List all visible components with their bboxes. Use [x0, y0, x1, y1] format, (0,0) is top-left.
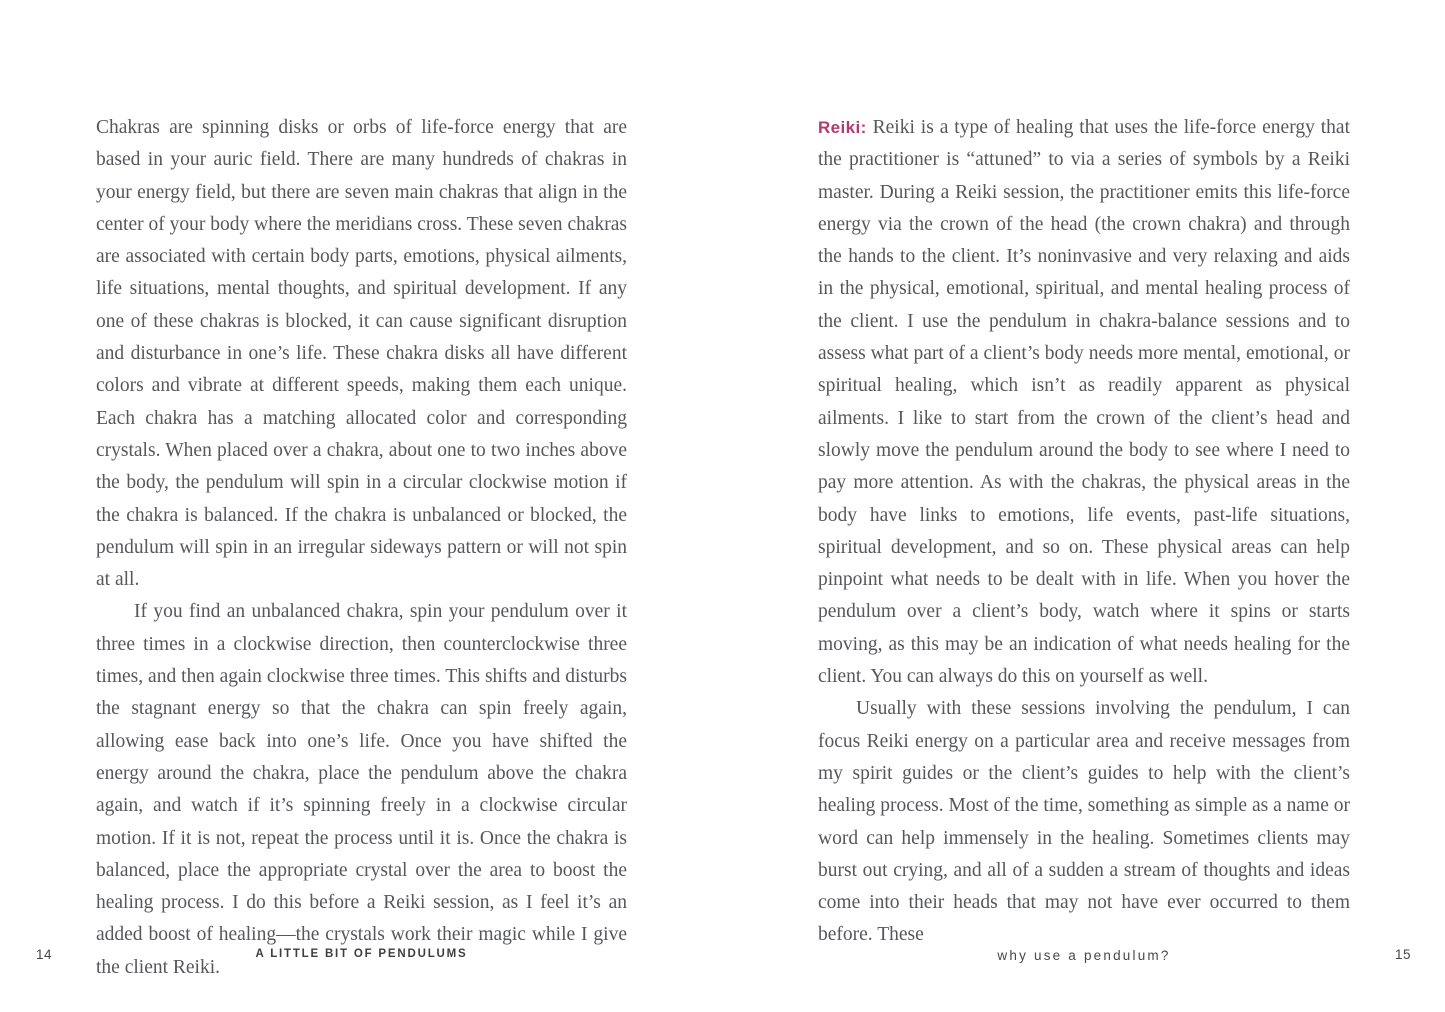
left-paragraph-2: If you find an unbalanced chakra, spin your pendulum over it three times in a clockwise direction, then counterclockwise three times, and then again clockwise three times. This shifts and disturbs the stagnant energy so that the chakra can spin freely again, allowing ease back into one’s life. Once you have shifted the energy around the chakra, place the pendulum above the chakra again, and watch if it’s spinning freely in a clockwise circular motion. If it is not, repeat the process until it is. Once the chakra is balanced, place the appropriate crystal over the area to boost the healing process. I do this before a Reiki session, as I feel it’s an added boost of healing—the crystals work their magic while I give the client Reiki. [96, 601, 627, 978]
right-running-footer: why use a pendulum? [997, 948, 1171, 963]
reiki-term-label: Reiki: [818, 118, 867, 137]
right-page-number: 15 [1394, 947, 1411, 962]
right-paragraph-1 [818, 112, 1350, 693]
left-page-number: 14 [36, 947, 53, 962]
right-paragraph-2: Usually with these sessions involving the pendulum, I can focus Reiki energy on a particular area and receive messages from my spirit guides or the client’s guides to help with the client’s healing process. Most of the time, something as simple as a name or word can help immensely in the healing. Sometimes clients may burst out crying, and all of a sudden a stream of thoughts and ideas come into their heads that may not have ever occurred to them before. These [818, 698, 1350, 946]
left-running-footer: A LITTLE BIT OF PENDULUMS [255, 948, 468, 960]
right-paragraph-1-text: Reiki is a type of healing that uses the life-force energy that the practitioner is “attuned” to via a series of symbols by a Reiki master. During a Reiki session, the practitioner emits this life-force energy via the crown of the head (the crown chakra) and through the hands to the client. It’s noninvasive and very relaxing and aids in the physical, emotional, spiritual, and mental healing process of the client. I use the pendulum in chakra-balance sessions and to assess what part of a client’s body needs more mental, emotional, or spiritual healing, which isn’t as readily apparent as physical ailments. I like to start from the crown of the client’s head and slowly move the pendulum around the body to see where I need to pay more attention. As with the chakras, the physical areas in the body have links to emotions, life events, past-life situations, spiritual development, and so on. These physical areas can help pinpoint what needs to be dealt with in life. When you hover the pendulum over a client’s body, watch where it spins or starts moving, as this may be an indication of what needs healing for the client. You can always do this on yourself as well. [818, 117, 1350, 688]
left-paragraph-1: Chakras are spinning disks or orbs of life-force energy that are based in your auric field. There are many hundreds of chakras in your energy field, but there are seven main chakras that align in the center of your body where the meridians cross. These seven chakras are associated with certain body parts, emotions, physical ailments, life situations, mental thoughts, and spiritual development. If any one of these chakras is blocked, it can cause significant disruption and disturbance in one’s life. These chakra disks all have different colors and vibrate at different speeds, making them each unique. Each chakra has a matching allocated color and corresponding crystals. When placed over a chakra, about one to two inches above the body, the pendulum will spin in a circular clockwise motion if the chakra is balanced. If the chakra is unbalanced or blocked, the pendulum will spin in an irregular sideways pattern or will not spin at all. [96, 117, 627, 591]
right-page-text [818, 112, 1350, 952]
left-page-text [96, 112, 627, 984]
